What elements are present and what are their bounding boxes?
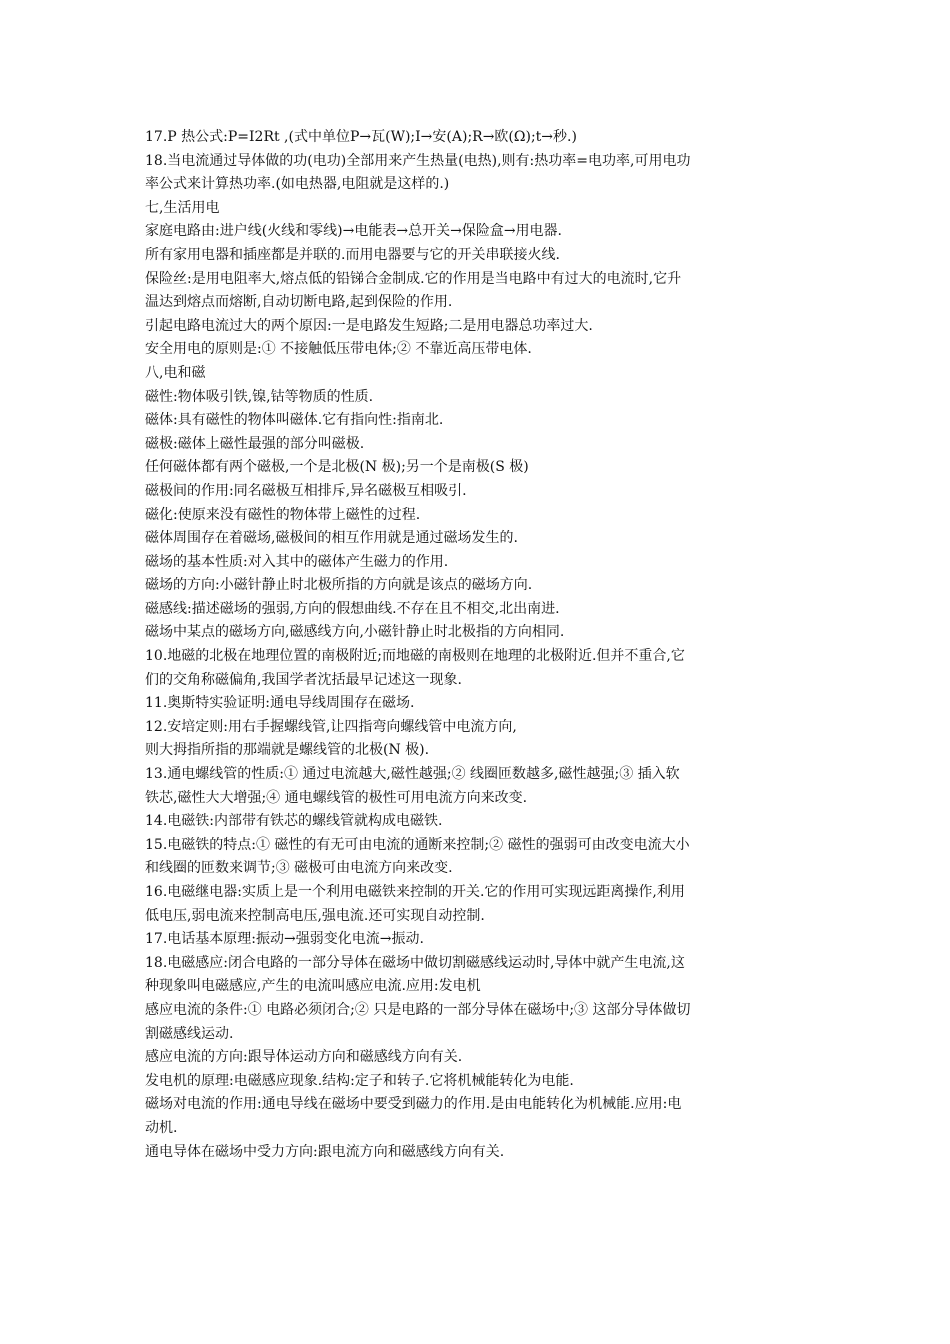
text-line: 种现象叫电磁感应,产生的电流叫感应电流.应用:发电机 <box>145 978 481 995</box>
text-line: 动机. <box>145 1119 178 1136</box>
text-line: 磁场对电流的作用:通电导线在磁场中要受到磁力的作用.是由电能转化为机械能.应用:电 <box>145 1096 682 1113</box>
section-heading: 八,电和磁 <box>145 364 206 381</box>
text-line: 18.电磁感应:闭合电路的一部分导体在磁场中做切割磁感线运动时,导体中就产生电流,这 <box>145 954 685 971</box>
text-line: 和线圈的匝数来调节;③ 磁极可由电流方向来改变. <box>145 860 453 877</box>
text-line: 们的交角称磁偏角,我国学者沈括最早记述这一现象. <box>145 671 462 688</box>
text-line: 低电压,弱电流来控制高电压,强电流.还可实现自动控制. <box>145 907 485 924</box>
text-line: 保险丝:是用电阻率大,熔点低的铅锑合金制成.它的作用是当电路中有过大的电流时,它升 <box>145 270 682 287</box>
text-line: 15.电磁铁的特点:① 磁性的有无可由电流的通断来控制;② 磁性的强弱可由改变电流大小 <box>145 836 690 853</box>
text-line: 磁体周围存在着磁场,磁极间的相互作用就是通过磁场发生的. <box>145 530 518 547</box>
text-line: 磁体:具有磁性的物体叫磁体.它有指向性:指南北. <box>145 412 444 429</box>
text-line: 率公式来计算热功率.(如电热器,电阻就是这样的.) <box>145 176 450 193</box>
text-line: 磁性:物体吸引铁,镍,钴等物质的性质. <box>145 388 374 405</box>
text-line: 温达到熔点而熔断,自动切断电路,起到保险的作用. <box>145 294 453 311</box>
text-line: 则大拇指所指的那端就是螺线管的北极(N 极). <box>145 742 430 759</box>
text-line: 12.安培定则:用右手握螺线管,让四指弯向螺线管中电流方向, <box>145 718 517 735</box>
text-line: 发电机的原理:电磁感应现象.结构:定子和转子.它将机械能转化为电能. <box>145 1072 574 1089</box>
text-line: 10.地磁的北极在地理位置的南极附近;而地磁的南极则在地理的北极附近.但并不重合,它 <box>145 648 685 665</box>
text-line: 家庭电路由:进户线(火线和零线)→电能表→总开关→保险盒→用电器. <box>145 223 563 240</box>
text-line: 感应电流的条件:① 电路必须闭合;② 只是电路的一部分导体在磁场中;③ 这部分导体做切 <box>145 1001 691 1018</box>
text-line: 磁化:使原来没有磁性的物体带上磁性的过程. <box>145 506 421 523</box>
text-line: 感应电流的方向:跟导体运动方向和磁感线方向有关. <box>145 1049 463 1066</box>
section-heading: 七,生活用电 <box>145 199 220 216</box>
text-line: 18.当电流通过导体做的功(电功)全部用来产生热量(电热),则有:热功率=电功率,可用电功 <box>145 152 691 169</box>
text-line: 所有家用电器和插座都是并联的.而用电器要与它的开关串联接火线. <box>145 246 560 263</box>
text-line: 11.奥斯特实验证明:通电导线周围存在磁场. <box>145 695 415 712</box>
text-line: 磁场中某点的磁场方向,磁感线方向,小磁针静止时北极指的方向相同. <box>145 624 565 641</box>
text-line: 通电导体在磁场中受力方向:跟电流方向和磁感线方向有关. <box>145 1143 505 1160</box>
text-line: 14.电磁铁:内部带有铁芯的螺线管就构成电磁铁. <box>145 813 443 830</box>
text-line: 引起电路电流过大的两个原因:一是电路发生短路;二是用电器总功率过大. <box>145 317 593 334</box>
text-line: 任何磁体都有两个磁极,一个是北极(N 极);另一个是南极(S 极) <box>145 459 529 476</box>
text-line: 磁场的基本性质:对入其中的磁体产生磁力的作用. <box>145 553 449 570</box>
text-line: 13.通电螺线管的性质:① 通过电流越大,磁性越强;② 线圈匝数越多,磁性越强;③ 插入软 <box>145 766 680 783</box>
text-line: 16.电磁继电器:实质上是一个利用电磁铁来控制的开关.它的作用可实现远距离操作,利用 <box>145 884 685 900</box>
text-line: 磁感线:描述磁场的强弱,方向的假想曲线.不存在且不相交,北出南进. <box>145 600 560 617</box>
text-line: 17.电话基本原理:振动→强弱变化电流→振动. <box>145 931 424 948</box>
text-line: 安全用电的原则是:① 不接触低压带电体;② 不靠近高压带电体. <box>145 341 532 358</box>
document-page <box>145 126 815 1164</box>
text-line: 磁极:磁体上磁性最强的部分叫磁极. <box>145 435 365 452</box>
text-line: 磁场的方向:小磁针静止时北极所指的方向就是该点的磁场方向. <box>145 577 533 594</box>
text-line: 磁极间的作用:同名磁极互相排斥,异名磁极互相吸引. <box>145 482 467 499</box>
text-line: 17.P 热公式:P=I2Rt ,(式中单位P→瓦(W);I→安(A);R→欧(Ω);t→秒.) <box>145 129 577 145</box>
text-line: 割磁感线运动. <box>145 1025 234 1042</box>
text-line: 铁芯,磁性大大增强;④ 通电螺线管的极性可用电流方向来改变. <box>145 789 528 806</box>
